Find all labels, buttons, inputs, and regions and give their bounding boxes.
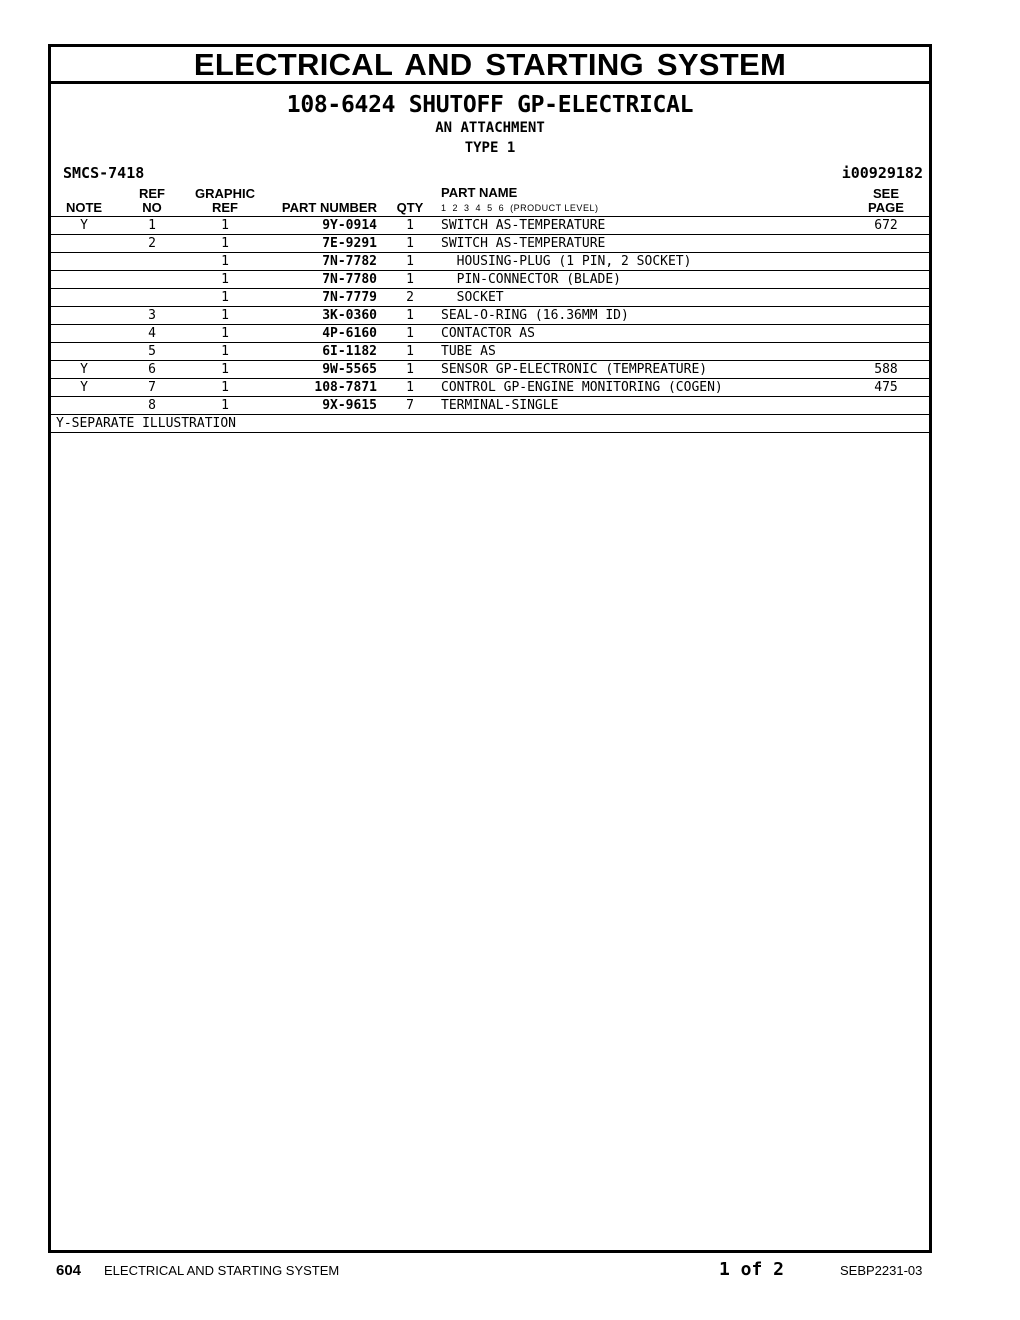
cell-note	[51, 253, 117, 271]
cell-graphic: 1	[187, 307, 263, 325]
cell-graphic: 1	[187, 343, 263, 361]
cell-ref: 2	[117, 235, 187, 253]
group-subtitle-type: TYPE 1	[464, 140, 516, 156]
cell-ref	[117, 271, 187, 289]
cell-see-page: 588	[843, 361, 929, 379]
cell-part-number: 7E-9291	[263, 235, 383, 253]
cell-qty: 1	[383, 217, 437, 235]
cell-see-page	[843, 325, 929, 343]
product-level-scale: 1 2 3 4 5 6 (PRODUCT LEVEL)	[441, 203, 599, 213]
cell-graphic: 1	[187, 397, 263, 415]
cell-part-number: 3K-0360	[263, 307, 383, 325]
cell-ref: 4	[117, 325, 187, 343]
illustration-id: i00929182	[841, 164, 923, 182]
table-row	[51, 361, 929, 379]
cell-part-number: 7N-7782	[263, 253, 383, 271]
cell-part-number: 9X-9615	[263, 397, 383, 415]
sheet-indicator: 1 of 2	[719, 1259, 785, 1280]
cell-note	[51, 325, 117, 343]
cell-qty: 7	[383, 397, 437, 415]
table-footnote-row	[51, 415, 929, 433]
cell-qty: 1	[383, 325, 437, 343]
cell-graphic: 1	[187, 271, 263, 289]
cell-qty: 1	[383, 379, 437, 397]
parts-table	[51, 186, 929, 433]
cell-part-name: CONTACTOR AS	[437, 325, 843, 343]
cell-note: Y	[51, 217, 117, 235]
table-row	[51, 397, 929, 415]
identifier-row	[51, 164, 929, 186]
cell-part-name: SWITCH AS-TEMPERATURE	[437, 217, 843, 235]
cell-qty: 1	[383, 361, 437, 379]
cell-qty: 1	[383, 343, 437, 361]
separate-illustration-note: Y-SEPARATE ILLUSTRATION	[51, 415, 929, 433]
header-ref-no: REF NO	[117, 186, 187, 217]
cell-part-name: SWITCH AS-TEMPERATURE	[437, 235, 843, 253]
document-number: SEBP2231-03	[840, 1263, 923, 1278]
cell-ref	[117, 253, 187, 271]
cell-graphic: 1	[187, 235, 263, 253]
cell-graphic: 1	[187, 289, 263, 307]
table-row	[51, 379, 929, 397]
cell-ref	[117, 289, 187, 307]
cell-note	[51, 289, 117, 307]
cell-note	[51, 397, 117, 415]
table-header-row	[51, 186, 929, 217]
cell-part-number: 7N-7779	[263, 289, 383, 307]
cell-ref: 7	[117, 379, 187, 397]
cell-note: Y	[51, 379, 117, 397]
cell-graphic: 1	[187, 361, 263, 379]
cell-qty: 1	[383, 253, 437, 271]
page-number: 604	[56, 1262, 82, 1279]
cell-part-number: 108-7871	[263, 379, 383, 397]
cell-ref: 6	[117, 361, 187, 379]
parts-table-body	[51, 217, 929, 433]
header-part-name: PART NAME 1 2 3 4 5 6 (PRODUCT LEVEL)	[437, 186, 843, 217]
cell-part-name: HOUSING-PLUG (1 PIN, 2 SOCKET)	[437, 253, 843, 271]
cell-part-name: SOCKET	[437, 289, 843, 307]
cell-part-name: PIN-CONNECTOR (BLADE)	[437, 271, 843, 289]
header-part-number: PART NUMBER	[263, 186, 383, 217]
cell-graphic: 1	[187, 217, 263, 235]
group-title: 108-6424 SHUTOFF GP-ELECTRICAL	[286, 92, 694, 118]
cell-qty: 1	[383, 235, 437, 253]
cell-note: Y	[51, 361, 117, 379]
header-see-page: SEE PAGE	[843, 186, 929, 217]
cell-see-page	[843, 289, 929, 307]
cell-note	[51, 307, 117, 325]
header-qty: QTY	[383, 186, 437, 217]
cell-part-name: SENSOR GP-ELECTRONIC (TEMPREATURE)	[437, 361, 843, 379]
cell-graphic: 1	[187, 325, 263, 343]
cell-see-page	[843, 253, 929, 271]
cell-graphic: 1	[187, 253, 263, 271]
cell-part-name: TUBE AS	[437, 343, 843, 361]
section-title: ELECTRICAL AND STARTING SYSTEM	[51, 47, 929, 84]
cell-see-page	[843, 271, 929, 289]
cell-part-number: 4P-6160	[263, 325, 383, 343]
group-subtitle-attachment: AN ATTACHMENT	[435, 120, 545, 136]
cell-part-name: SEAL-O-RING (16.36MM ID)	[437, 307, 843, 325]
cell-qty: 1	[383, 271, 437, 289]
cell-part-name: CONTROL GP-ENGINE MONITORING (COGEN)	[437, 379, 843, 397]
cell-note	[51, 235, 117, 253]
table-row	[51, 253, 929, 271]
cell-part-number: 6I-1182	[263, 343, 383, 361]
header-graphic-ref: GRAPHIC REF	[187, 186, 263, 217]
cell-see-page: 475	[843, 379, 929, 397]
cell-part-number: 9Y-0914	[263, 217, 383, 235]
cell-part-number: 9W-5565	[263, 361, 383, 379]
cell-see-page	[843, 397, 929, 415]
cell-ref: 3	[117, 307, 187, 325]
cell-note	[51, 343, 117, 361]
footer-section-name: ELECTRICAL AND STARTING SYSTEM	[104, 1263, 340, 1278]
table-row	[51, 217, 929, 235]
cell-ref: 5	[117, 343, 187, 361]
table-row	[51, 271, 929, 289]
header-note: NOTE	[51, 186, 117, 217]
table-row	[51, 307, 929, 325]
table-row	[51, 325, 929, 343]
cell-see-page	[843, 235, 929, 253]
cell-qty: 1	[383, 307, 437, 325]
cell-qty: 2	[383, 289, 437, 307]
smcs-code: SMCS-7418	[63, 164, 145, 182]
table-row	[51, 235, 929, 253]
table-row	[51, 289, 929, 307]
table-row	[51, 343, 929, 361]
page-footer	[0, 1258, 1020, 1282]
cell-graphic: 1	[187, 379, 263, 397]
cell-see-page: 672	[843, 217, 929, 235]
page-frame	[48, 44, 932, 1253]
cell-note	[51, 271, 117, 289]
cell-part-name: TERMINAL-SINGLE	[437, 397, 843, 415]
cell-part-number: 7N-7780	[263, 271, 383, 289]
cell-see-page	[843, 343, 929, 361]
cell-ref: 1	[117, 217, 187, 235]
cell-see-page	[843, 307, 929, 325]
cell-ref: 8	[117, 397, 187, 415]
